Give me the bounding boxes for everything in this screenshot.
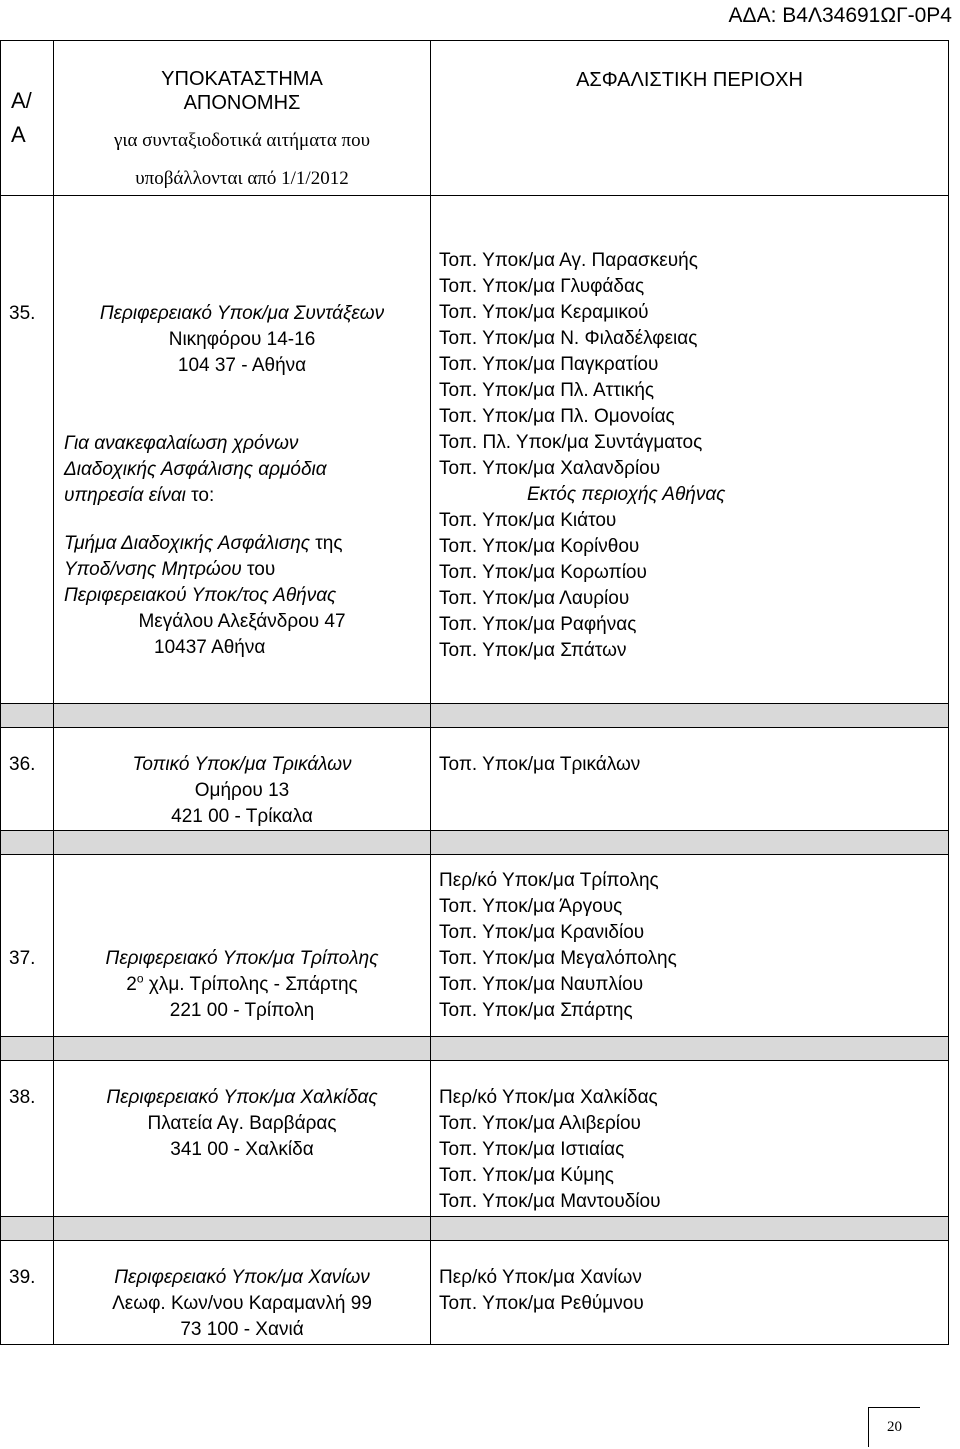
areas-cell (431, 855, 949, 1037)
branch-cell (54, 196, 431, 704)
branch-cell (54, 1061, 431, 1217)
table-row (1, 855, 949, 1037)
area-item: Τοπ. Υποκ/μα Ναυπλίου (439, 974, 644, 995)
dept-address2: 10437 Αθήνα (154, 637, 266, 658)
branch-address2: 341 00 - Χαλκίδα (170, 1139, 314, 1160)
table-header-row (1, 41, 949, 196)
area-item: Περ/κό Υποκ/μα Χανίων (439, 1267, 642, 1288)
area-item: Τοπ. Υποκ/μα Αλιβερίου (439, 1113, 641, 1134)
area-item: Τοπ. Υποκ/μα Πλ. Αττικής (439, 380, 655, 401)
table-row (1, 1241, 949, 1345)
area-item: Περ/κό Υποκ/μα Χαλκίδας (439, 1087, 658, 1108)
branch-title: Περιφερειακό Υποκ/μα Τρίπολης (105, 948, 379, 969)
area-item: Τοπ. Υποκ/μα Γλυφάδας (439, 276, 645, 297)
separator-row (1, 1217, 949, 1241)
header-area-label: ΑΣΦΑΛΙΣΤΙΚΗ ΠΕΡΙΟΧΗ (576, 69, 803, 91)
area-item: Τοπ. Υποκ/μα Χαλανδρίου (439, 458, 661, 479)
area-item: Τοπ. Υποκ/μα Μαντουδίου (439, 1191, 661, 1212)
branch-title: Περιφερειακό Υποκ/μα Χανίων (114, 1267, 370, 1288)
areas-cell (431, 1241, 949, 1345)
branch-address1: Νικηφόρου 14-16 (168, 329, 316, 350)
dept-address1: Μεγάλου Αλεξάνδρου 47 (138, 611, 346, 632)
area-item: Τοπ. Υποκ/μα Μεγαλόπολης (439, 948, 677, 969)
area-item: Τοπ. Υποκ/μα Λαυρίου (439, 588, 630, 609)
area-item: Τοπ. Υποκ/μα Κιάτου (439, 510, 617, 531)
row-number: 35. (1, 196, 54, 704)
page-number: 20 (868, 1407, 920, 1447)
area-item: Τοπ. Υποκ/μα Άργους (439, 896, 623, 917)
header-aa-line2: Α (11, 122, 26, 147)
branch-title: Περιφερειακό Υποκ/μα Συντάξεων (99, 303, 385, 324)
separator-row (1, 704, 949, 728)
dept-line3: Περιφερειακού Υποκ/τος Αθήνας (64, 585, 337, 606)
areas-cell (431, 196, 949, 704)
branch-title: Περιφερειακό Υποκ/μα Χαλκίδας (106, 1087, 378, 1108)
branch-cell (54, 728, 431, 831)
area-item: Τοπ. Υποκ/μα Ιστιαίας (439, 1139, 625, 1160)
row-number: 37. (1, 855, 54, 1037)
area-item: Τοπ. Υποκ/μα Κορωπίου (439, 562, 647, 583)
area-item: Τοπ. Υποκ/μα Σπάτων (439, 640, 627, 661)
area-item: Τοπ. Υποκ/μα Σπάρτης (439, 1000, 633, 1021)
header-branch-line1: ΥΠΟΚΑΤΑΣΤΗΜΑ (161, 68, 323, 90)
area-item: Τοπ. Υποκ/μα Κύμης (439, 1165, 614, 1186)
header-area-cell (431, 41, 949, 196)
dept-line1: Τμήμα Διαδοχικής Ασφάλισης της (64, 533, 343, 554)
header-branch-sub2: υποβάλλονται από 1/1/2012 (135, 168, 349, 189)
table-row (1, 196, 949, 704)
area-item: Τοπ. Υποκ/μα Πλ. Ομονοίας (439, 406, 675, 427)
branches-table (0, 40, 949, 1345)
note-line1: Για ανακεφαλαίωση χρόνων (64, 433, 299, 454)
area-item: Τοπ. Υποκ/μα Κρανιδίου (439, 922, 645, 943)
areas-cell (431, 1061, 949, 1217)
area-item: Τοπ. Υποκ/μα Ρεθύμνου (439, 1293, 644, 1314)
note-line2: Διαδοχικής Ασφάλισης αρμόδια (64, 459, 327, 480)
separator-row (1, 1037, 949, 1061)
branch-address1: $2^o$ χλμ. Τρίπολης - Σπάρτης (126, 971, 358, 995)
row-number: 39. (1, 1241, 54, 1345)
ada-code: ΑΔΑ: Β4Λ34691ΩΓ-0Ρ4 (728, 4, 952, 27)
branch-cell (54, 1241, 431, 1345)
area-item: Τοπ. Υποκ/μα Κεραμικού (439, 302, 649, 323)
note-line3: υπηρεσία είναι το: (64, 485, 215, 506)
branch-address2: 73 100 - Χανιά (180, 1319, 304, 1340)
branch-address2: 421 00 - Τρίκαλα (171, 806, 313, 827)
area-item: Περ/κό Υποκ/μα Τρίπολης (439, 870, 659, 891)
separator-row (1, 831, 949, 855)
table-row (1, 728, 949, 831)
branch-address2: 104 37 - Αθήνα (177, 355, 307, 376)
area-item: Τοπ. Υποκ/μα Κορίνθου (439, 536, 640, 557)
area-item: Τοπ. Πλ. Υποκ/μα Συντάγματος (439, 432, 703, 453)
branch-address1: Ομήρου 13 (194, 780, 290, 801)
header-aa-cell (1, 41, 54, 196)
row-number: 36. (1, 728, 54, 831)
branch-title: Τοπικό Υποκ/μα Τρικάλων (132, 754, 352, 775)
header-aa-line1: Α/ (11, 88, 32, 113)
branch-address1: Λεωφ. Κων/νου Καραμανλή 99 (112, 1293, 372, 1314)
row-number: 38. (1, 1061, 54, 1217)
branch-address2: 221 00 - Τρίπολη (169, 1000, 315, 1021)
area-item: Τοπ. Υποκ/μα Ν. Φιλαδέλφειας (439, 328, 698, 349)
outside-heading: Εκτός περιοχής Αθήνας (527, 484, 726, 505)
table-row (1, 1061, 949, 1217)
area-item: Τοπ. Υποκ/μα Ραφήνας (439, 614, 637, 635)
header-branch-line2: ΑΠΟΝΟΜΗΣ (183, 92, 301, 114)
header-branch-cell (54, 41, 431, 196)
area-item: Τοπ. Υποκ/μα Αγ. Παρασκευής (439, 250, 698, 271)
branch-address1: Πλατεία Αγ. Βαρβάρας (147, 1113, 337, 1134)
dept-line2: Υποδ/νσης Μητρώου του (64, 559, 276, 580)
areas-cell (431, 728, 949, 831)
branch-cell (54, 855, 431, 1037)
area-item: Τοπ. Υποκ/μα Παγκρατίου (439, 354, 659, 375)
header-branch-sub1: για συνταξιοδοτικά αιτήματα που (113, 130, 371, 151)
area-item: Τοπ. Υποκ/μα Τρικάλων (439, 754, 641, 775)
